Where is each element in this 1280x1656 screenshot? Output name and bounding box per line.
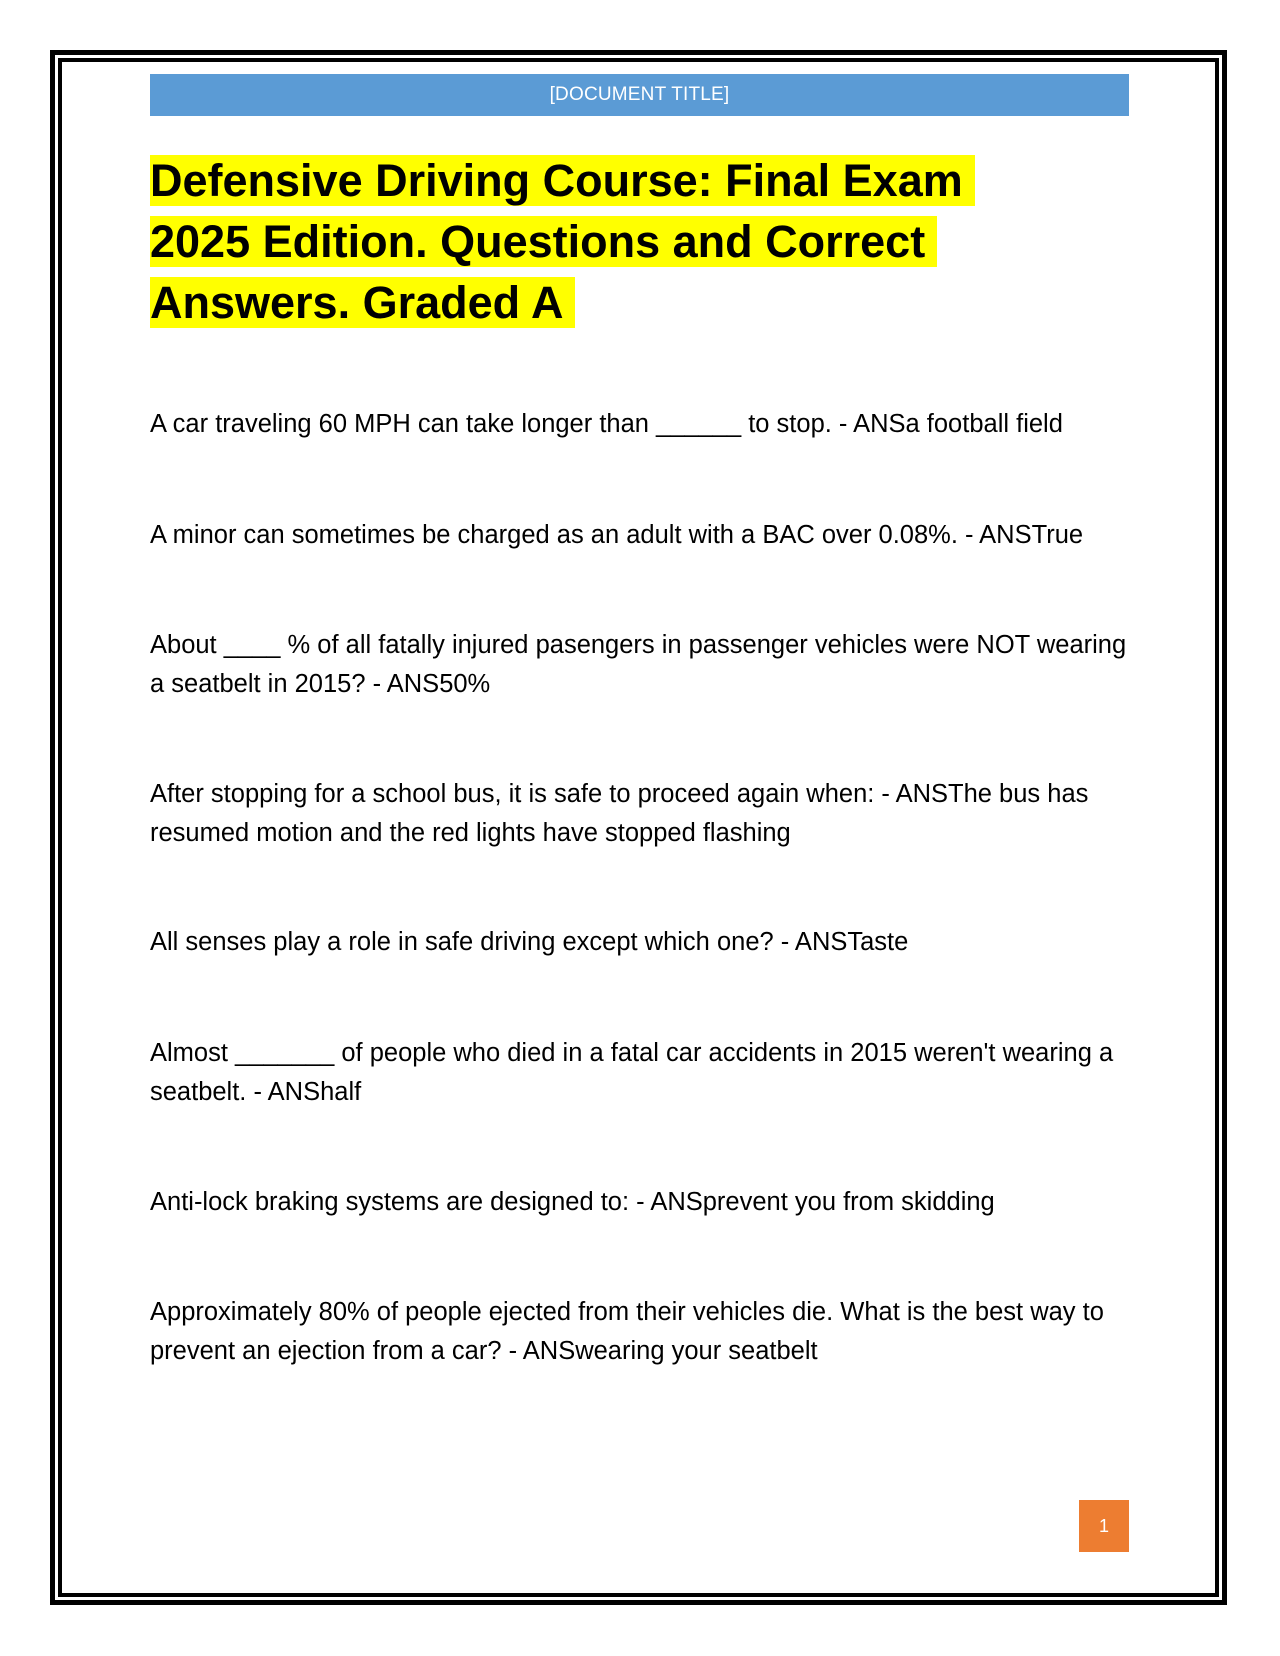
page-title-text: Defensive Driving Course: Final Exam 2025 Edition. Questions and Correct Answers. Graded A — [150, 155, 975, 328]
qa-item-6: Almost _______ of people who died in a fatal car accidents in 2015 weren't wearing a seatbelt. - ANShalf — [150, 1039, 1114, 1106]
document-title-header[interactable]: [DOCUMENT TITLE] — [150, 74, 1129, 116]
qa-item-7: Anti-lock braking systems are designed to: - ANSprevent you from skidding — [150, 1188, 995, 1216]
qa-item-4: After stopping for a school bus, it is safe to proceed again when: - ANSThe bus has resumed motion and the red lights have stopped flashing — [150, 780, 1089, 847]
page-title — [150, 150, 1070, 333]
page-number-badge: 1 — [1079, 1500, 1129, 1552]
qa-item-5: All senses play a role in safe driving except which one? - ANSTaste — [150, 928, 909, 956]
qa-item-8: Approximately 80% of people ejected from their vehicles die. What is the best way to prevent an ejection from a car? - ANSwearing your seatbelt — [150, 1298, 1104, 1365]
qa-item-2: A minor can sometimes be charged as an adult with a BAC over 0.08%. - ANSTrue — [150, 521, 1084, 549]
qa-item-3: About ____ % of all fatally injured pasengers in passenger vehicles were NOT wearing a seatbelt in 2015? - ANS50% — [150, 631, 1127, 698]
qa-item-1: A car traveling 60 MPH can take longer than ______ to stop. - ANSa football field — [150, 410, 1063, 438]
